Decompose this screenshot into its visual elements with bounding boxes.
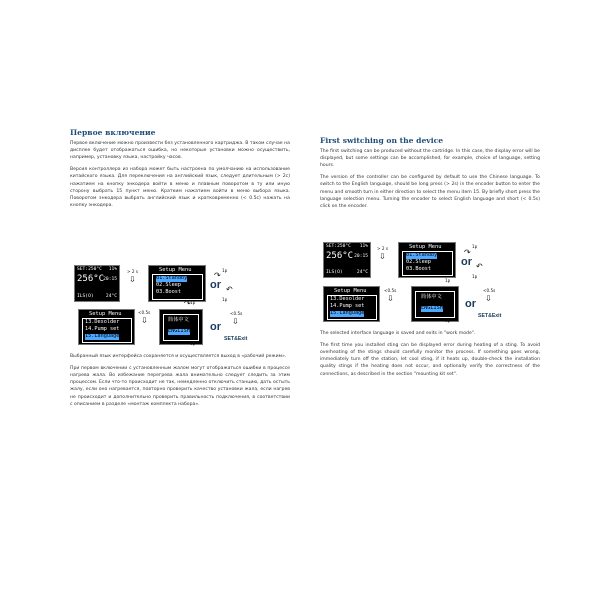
menu-title: Setup Menu [409, 244, 442, 250]
en-paragraph-2: The version of the controller can be configured by default to use the Chinese language. To switch to the English language, should be long press (> 2s) in the encoder button to enter the menu and smooth turn in either direction to select the menu item 15. By briefly short press the language selection menu. Turning the encoder to select English language and short (< 0.5s) click on the encoder. [320, 175, 540, 209]
menu-item-standby: 01.Standby [406, 252, 438, 258]
status-screen [74, 265, 120, 302]
language-screen-en [411, 286, 459, 322]
status-screen-en [323, 242, 371, 278]
ru-paragraph-3: Выбранный язык интерфейса сохраняется и осуществляется выход в «рабочий режим». [70, 354, 287, 359]
short-press-label-2: <0.5s [483, 288, 496, 293]
set-exit-label: SET&Exit [478, 313, 502, 319]
press-arrow-icon-2: ⇩ [141, 316, 148, 325]
short-press-label-2: <0.5s [230, 311, 243, 316]
rotate-cw-icon-2: ↷ [184, 299, 191, 308]
rotate-cw-icon: ↷ [464, 248, 471, 257]
rotate-cw-icon: ↷ [214, 271, 221, 280]
menu-item-language: 15.Language [330, 310, 365, 316]
menu-item-standby: 01.Standby [156, 275, 188, 281]
press-arrow-icon: ⇩ [129, 275, 136, 284]
menu-item-pump-set: 14.Pump set [330, 303, 365, 309]
rotate-ccw-icon: ↶ [476, 262, 483, 271]
press-arrow-icon-2: ⇩ [387, 294, 394, 303]
menu-item-sleep: 02.Sleep [406, 259, 431, 265]
english-column [320, 136, 540, 215]
one-press-label: 1p [222, 268, 228, 273]
set-exit-label: SET&Exit [224, 336, 248, 342]
one-press-label-3: 1p [445, 278, 451, 283]
ru-paragraph-2: Версия контроллера из набора может быть настроена по умолчанию на использование китайского языка. Для переключения на английский язык, следует длительным (> 2с) нажатием на кнопку энкодера войти в меню и плавным поворотом в ту или иную сторону выбрать 15 пункт меню. Кратким нажатием войти в меню выбора языка. Поворотом энкодера выбрать английский язык и кратковременно (< 0.5с) нажать на кнопку энкодера. [70, 167, 290, 208]
language-chinese: 简体中文 [421, 294, 442, 300]
tip-text: ILS(O) [77, 294, 94, 299]
tip-text: ILS(O) [326, 270, 343, 275]
setup-menu-screen-2 [78, 309, 135, 345]
menu-title: Setup Menu [159, 267, 192, 273]
press-arrow-icon-3: ⇩ [232, 317, 239, 326]
en-paragraph-1: The first switching can be produced without the cartridge. In this case, the display error will be displayed, but some settings can be accomplished, for example, choice of language, setting hours. [320, 149, 540, 169]
one-press-label-4: 1p [190, 341, 196, 346]
en-heading: First switching on the device [320, 136, 444, 145]
one-press-label-4: 1p [445, 318, 451, 323]
long-press-label: > 2 s [377, 246, 389, 251]
one-press-label-2: 1p [472, 274, 478, 279]
en-paragraph-4: The first time you installed sting can be displayed error during heating of a sting. To avoid overheating of the stings should carefully monitor the process. If something goes wrong, immediately turn off the station, let cool sting, if it heats up, double-check the installation quality stings if the heating does not occur, and optionally verify the correctness of the connections, as described in the section "mounting kit set". [320, 343, 540, 377]
long-press-label: > 2 s [127, 269, 139, 274]
press-arrow-icon: ⇩ [379, 252, 386, 261]
en-paragraph-3: The selected interface language is saved and exits in "work mode". [320, 331, 476, 336]
set-temp-text: SET:250°C [77, 267, 102, 272]
language-english: ENGLISH [421, 305, 443, 311]
menu-item-boost: 03.Boost [156, 289, 181, 295]
ru-heading: Первое включение [70, 128, 156, 137]
menu-item-sleep: 02.Sleep [156, 282, 181, 288]
current-temp-text: 256°C [326, 251, 354, 261]
one-press-label-3: 1p [190, 300, 196, 305]
or-label: or [461, 256, 472, 268]
rotate-ccw-icon: ↶ [226, 285, 233, 294]
menu-item-desolder: 13.Desolder [330, 296, 365, 302]
language-screen [159, 309, 203, 345]
ru-paragraph-4: При первом включении с установленным жалом могут отображаться ошибки в процессе нагрева жала. Во избежание перегрева жала внимательно следует следить за этим процессом. Если что-то происходит не так, немедленно отключить станцию, дать остыть жалу, если оно нагревается, повторно проверить качество установки жала, если нагрев не происходит и дополнительно проверить правильность подключения, в соответствии с описанием в разделе «монтаж комплекта набора». [70, 366, 290, 407]
power-pct-text: 11% [359, 244, 368, 249]
ru-paragraph-1: Первое включение можно произвести без установленного картриджа. В таком случае на дисплее будет отображаться ошибка, но некоторые установки можно осуществить, например, установку языка, настройку часов. [70, 141, 290, 161]
or-label: or [210, 279, 221, 291]
short-press-label: <0.5s [384, 288, 397, 293]
one-press-label: 1p [472, 244, 478, 249]
current-temp-text: 256°C [77, 274, 105, 284]
one-press-label-2: 1p [222, 297, 228, 302]
short-press-label: <0.5s [138, 310, 151, 315]
power-pct-text: 11% [108, 267, 117, 272]
menu-item-boost: 03.Boost [406, 266, 431, 272]
setup-menu-screen-1-en [398, 242, 456, 278]
language-chinese: 简体中文 [168, 317, 189, 323]
setup-menu-screen-1 [148, 265, 206, 302]
menu-item-pump-set: 14.Pump set [85, 326, 120, 332]
menu-item-desolder: 13.Desolder [85, 319, 120, 325]
clock-text: 20:15 [354, 254, 368, 259]
language-english: ENGLISH [168, 328, 190, 334]
ambient-temp-text: 24°C [356, 270, 368, 275]
menu-title: Setup Menu [334, 288, 367, 294]
clock-text: 20:15 [103, 277, 117, 282]
press-arrow-icon-3: ⇩ [485, 294, 492, 303]
english-column-bottom [320, 330, 540, 383]
russian-column [70, 128, 290, 214]
setup-menu-screen-2-en [323, 286, 380, 322]
menu-item-language: 15.Language [85, 333, 120, 339]
menu-title: Setup Menu [89, 311, 122, 317]
russian-column-bottom [70, 353, 290, 413]
set-temp-text: SET:250°C [326, 244, 351, 249]
ambient-temp-text: 24°C [105, 294, 117, 299]
or-label-2: or [210, 321, 221, 333]
or-label-2: or [465, 298, 476, 310]
